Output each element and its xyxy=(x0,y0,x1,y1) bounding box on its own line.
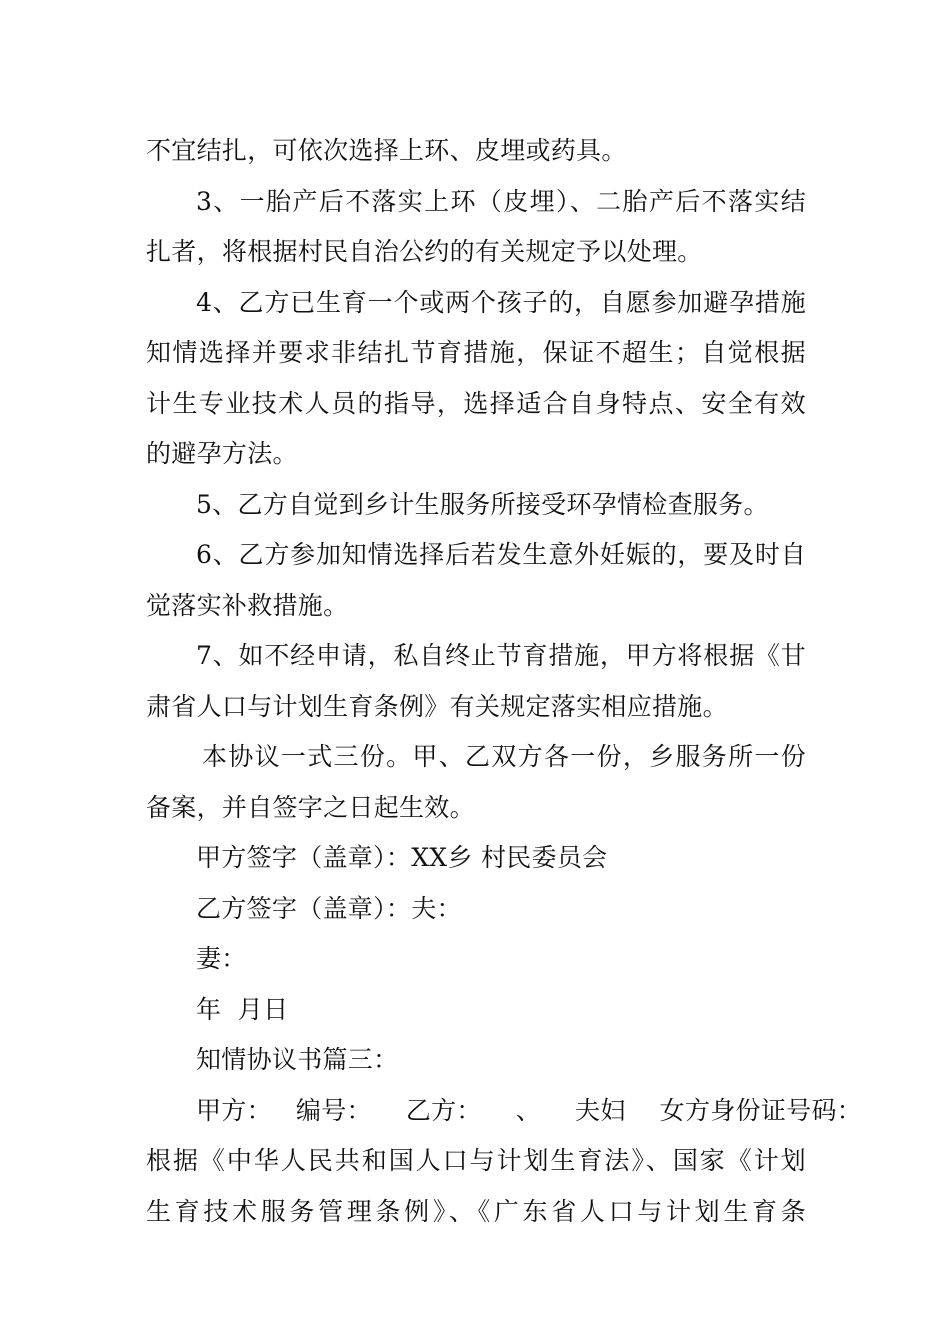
party-a-signature-line: 甲方签字（盖章）：XX乡 村民委员会 xyxy=(196,843,608,872)
paragraph-line: 扎者，将根据村民自治公约的有关规定予以处理。 xyxy=(146,237,703,266)
date-line: 年 月日 xyxy=(196,994,289,1024)
paragraph-line: 生育技术服务管理条例》、《广东省人口与计划生育条 xyxy=(146,1196,806,1226)
wife-signature-line: 妻： xyxy=(196,944,247,973)
section-heading: 知情协议书篇三： xyxy=(196,1045,399,1074)
paragraph-line: 7、如不经申请，私自终止节育措施，甲方将根据《甘 xyxy=(196,641,806,670)
paragraph-line: 不宜结扎，可依次选择上环、皮埋或药具。 xyxy=(146,136,627,165)
paragraph-line: 知情选择并要求非结扎节育措施，保证不超生；自觉根据 xyxy=(146,338,806,367)
paragraph-line: 本协议一式三份。甲、乙双方各一份，乡服务所一份 xyxy=(202,742,806,771)
paragraph-line: 备案，并自签字之日起生效。 xyxy=(146,792,475,822)
paragraph-line: 3、一胎产后不落实上环（皮埋）、二胎产后不落实结 xyxy=(196,186,806,216)
number-label: 编号： xyxy=(295,1095,372,1125)
couple-label: 夫妇 xyxy=(575,1095,626,1125)
document-body xyxy=(146,126,863,1237)
party-b-label: 乙方： xyxy=(405,1095,482,1125)
paragraph-line: 根据《中华人民共和国人口与计划生育法》、国家《计划 xyxy=(146,1146,806,1175)
parties-line xyxy=(146,1086,863,1137)
party-a-label: 甲方： xyxy=(196,1095,272,1125)
party-b-signature-line: 乙方签字（盖章）：夫： xyxy=(196,893,462,923)
paragraph-line: 觉落实补救措施。 xyxy=(146,590,349,620)
paragraph-line: 4、乙方已生育一个或两个孩子的，自愿参加避孕措施 xyxy=(196,287,806,317)
female-id-label: 女方身份证号码： xyxy=(659,1095,863,1125)
paragraph-line: 肃省人口与计划生育条例》有关规定落实相应措施。 xyxy=(146,691,728,721)
paragraph-line: 5、乙方自觉到乡计生服务所接受环孕情检查服务。 xyxy=(196,489,769,519)
separator-text: 、 xyxy=(515,1095,542,1125)
paragraph-line: 6、乙方参加知情选择后若发生意外妊娠的，要及时自 xyxy=(196,540,806,569)
paragraph-line: 计生专业技术人员的指导，选择适合自身特点、安全有效 xyxy=(146,388,806,418)
paragraph-line: 的避孕方法。 xyxy=(146,439,298,468)
